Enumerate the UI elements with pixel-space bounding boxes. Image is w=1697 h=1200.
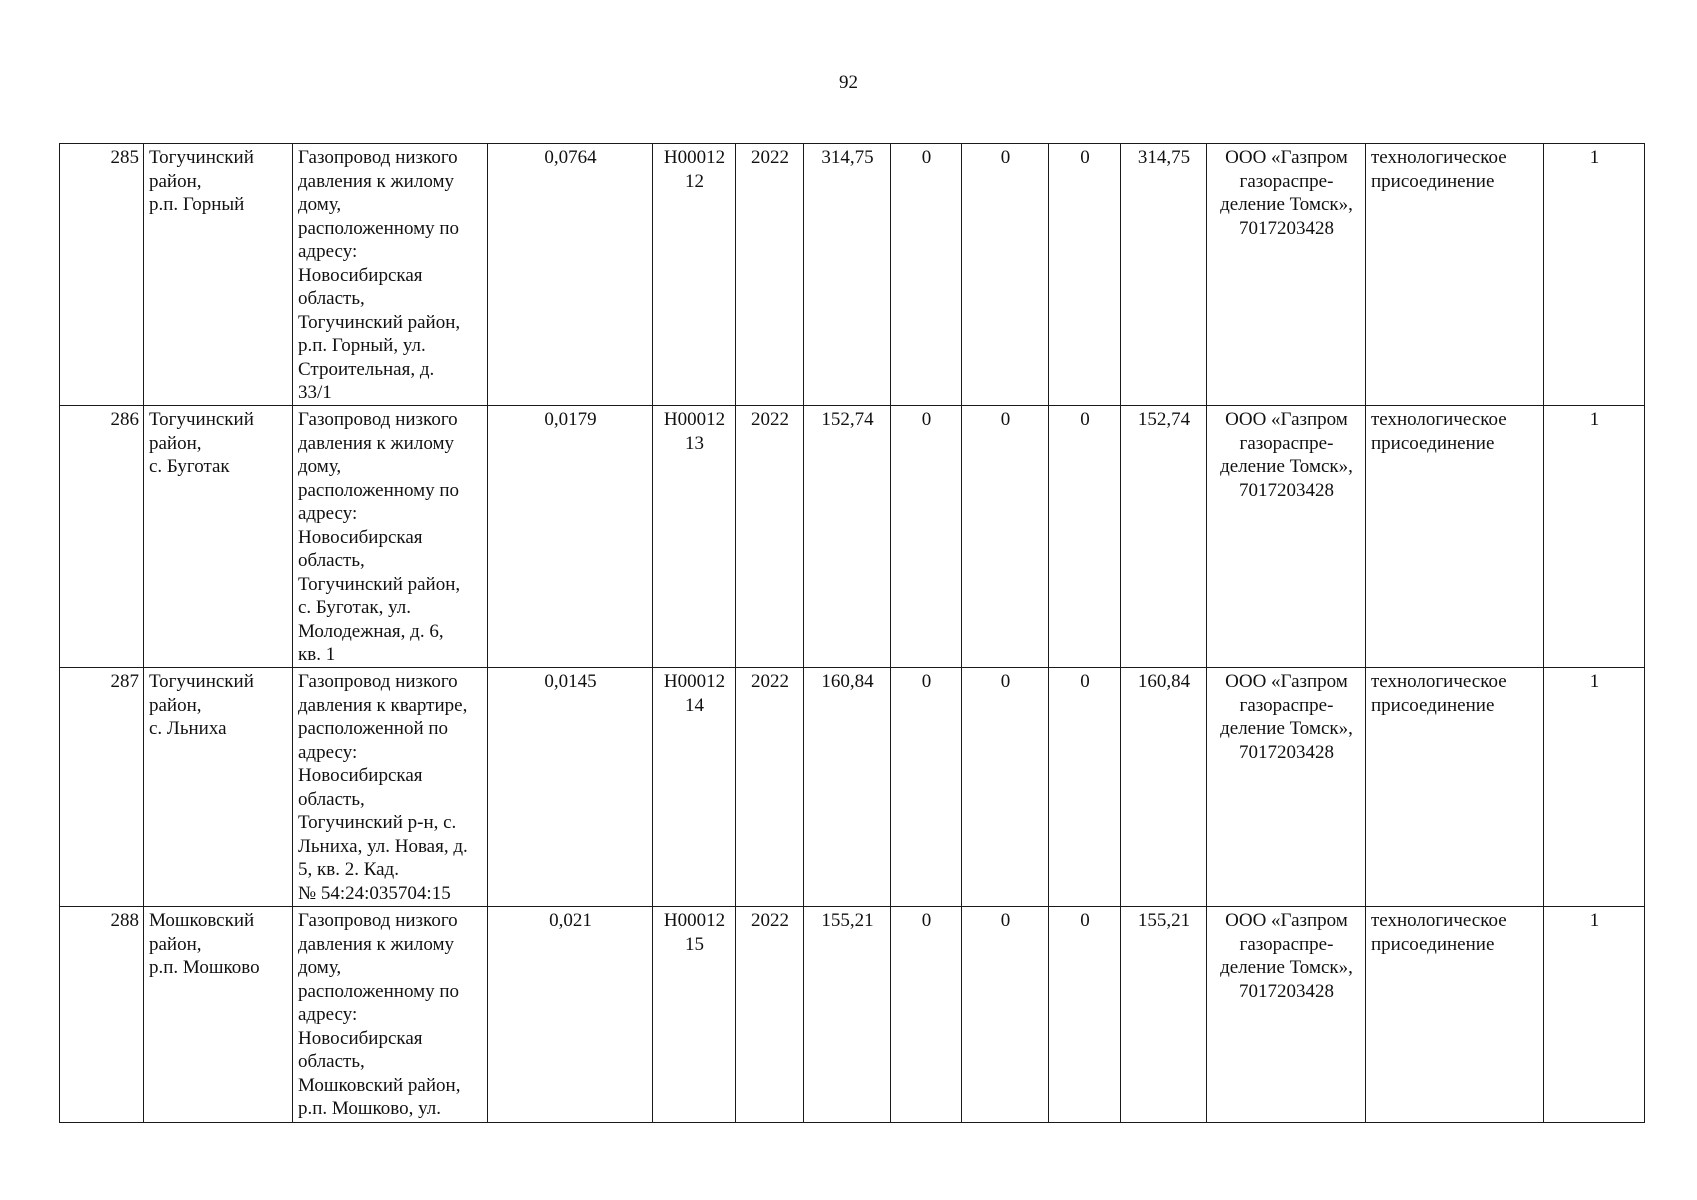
sum-cell: 160,84 [1121, 668, 1207, 907]
value-cell: 0 [962, 907, 1049, 1123]
organization-cell: ООО «Газпром газораспре- деление Томск», 7017203428 [1207, 144, 1366, 406]
table-row [60, 907, 1645, 1123]
quantity-cell: 1 [1544, 406, 1645, 668]
registry-table [59, 143, 1645, 1123]
length-cell: 0,021 [488, 907, 653, 1123]
year-cell: 2022 [736, 907, 804, 1123]
total-cost-cell: 160,84 [804, 668, 891, 907]
total-cost-cell: 152,74 [804, 406, 891, 668]
year-cell: 2022 [736, 668, 804, 907]
quantity-cell: 1 [1544, 668, 1645, 907]
value-cell: 0 [962, 668, 1049, 907]
inventory-code-cell: Н00012 13 [653, 406, 736, 668]
district-cell: Тогучинский район, с. Буготак [144, 406, 293, 668]
quantity-cell: 1 [1544, 907, 1645, 1123]
value-cell: 0 [962, 406, 1049, 668]
inventory-code-cell: Н00012 12 [653, 144, 736, 406]
table-row [60, 668, 1645, 907]
row-number-cell: 288 [60, 907, 144, 1123]
basis-cell: технологическое присоединение [1366, 144, 1544, 406]
inventory-code-cell: Н00012 14 [653, 668, 736, 907]
value-cell: 0 [1049, 668, 1121, 907]
table-row [60, 406, 1645, 668]
sum-cell: 314,75 [1121, 144, 1207, 406]
table-row [60, 144, 1645, 406]
value-cell: 0 [891, 406, 962, 668]
inventory-code-cell: Н00012 15 [653, 907, 736, 1123]
district-cell: Тогучинский район, с. Льниха [144, 668, 293, 907]
value-cell: 0 [891, 907, 962, 1123]
quantity-cell: 1 [1544, 144, 1645, 406]
object-description-cell: Газопровод низкого давления к жилому дому, расположенному по адресу: Новосибирская область, Мошковский район, р.п. Мошково, ул. [293, 907, 488, 1123]
basis-cell: технологическое присоединение [1366, 907, 1544, 1123]
year-cell: 2022 [736, 406, 804, 668]
value-cell: 0 [891, 144, 962, 406]
object-description-cell: Газопровод низкого давления к жилому дому, расположенному по адресу: Новосибирская область, Тогучинский район, с. Буготак, ул. Молодежная, д. 6, кв. 1 [293, 406, 488, 668]
basis-cell: технологическое присоединение [1366, 406, 1544, 668]
total-cost-cell: 314,75 [804, 144, 891, 406]
organization-cell: ООО «Газпром газораспре- деление Томск», 7017203428 [1207, 907, 1366, 1123]
object-description-cell: Газопровод низкого давления к жилому дому, расположенному по адресу: Новосибирская область, Тогучинский район, р.п. Горный, ул. Строительная, д. 33/1 [293, 144, 488, 406]
value-cell: 0 [1049, 144, 1121, 406]
total-cost-cell: 155,21 [804, 907, 891, 1123]
object-description-cell: Газопровод низкого давления к квартире, расположенной по адресу: Новосибирская область, Тогучинский р-н, с. Льниха, ул. Новая, д. 5, кв. 2. Кад. № 54:24:035704:15 [293, 668, 488, 907]
sum-cell: 152,74 [1121, 406, 1207, 668]
organization-cell: ООО «Газпром газораспре- деление Томск», 7017203428 [1207, 668, 1366, 907]
district-cell: Тогучинский район, р.п. Горный [144, 144, 293, 406]
row-number-cell: 285 [60, 144, 144, 406]
length-cell: 0,0764 [488, 144, 653, 406]
year-cell: 2022 [736, 144, 804, 406]
value-cell: 0 [1049, 406, 1121, 668]
page-number: 92 [839, 72, 858, 93]
value-cell: 0 [962, 144, 1049, 406]
row-number-cell: 286 [60, 406, 144, 668]
length-cell: 0,0179 [488, 406, 653, 668]
district-cell: Мошковский район, р.п. Мошково [144, 907, 293, 1123]
length-cell: 0,0145 [488, 668, 653, 907]
basis-cell: технологическое присоединение [1366, 668, 1544, 907]
sum-cell: 155,21 [1121, 907, 1207, 1123]
organization-cell: ООО «Газпром газораспре- деление Томск», 7017203428 [1207, 406, 1366, 668]
value-cell: 0 [1049, 907, 1121, 1123]
row-number-cell: 287 [60, 668, 144, 907]
value-cell: 0 [891, 668, 962, 907]
